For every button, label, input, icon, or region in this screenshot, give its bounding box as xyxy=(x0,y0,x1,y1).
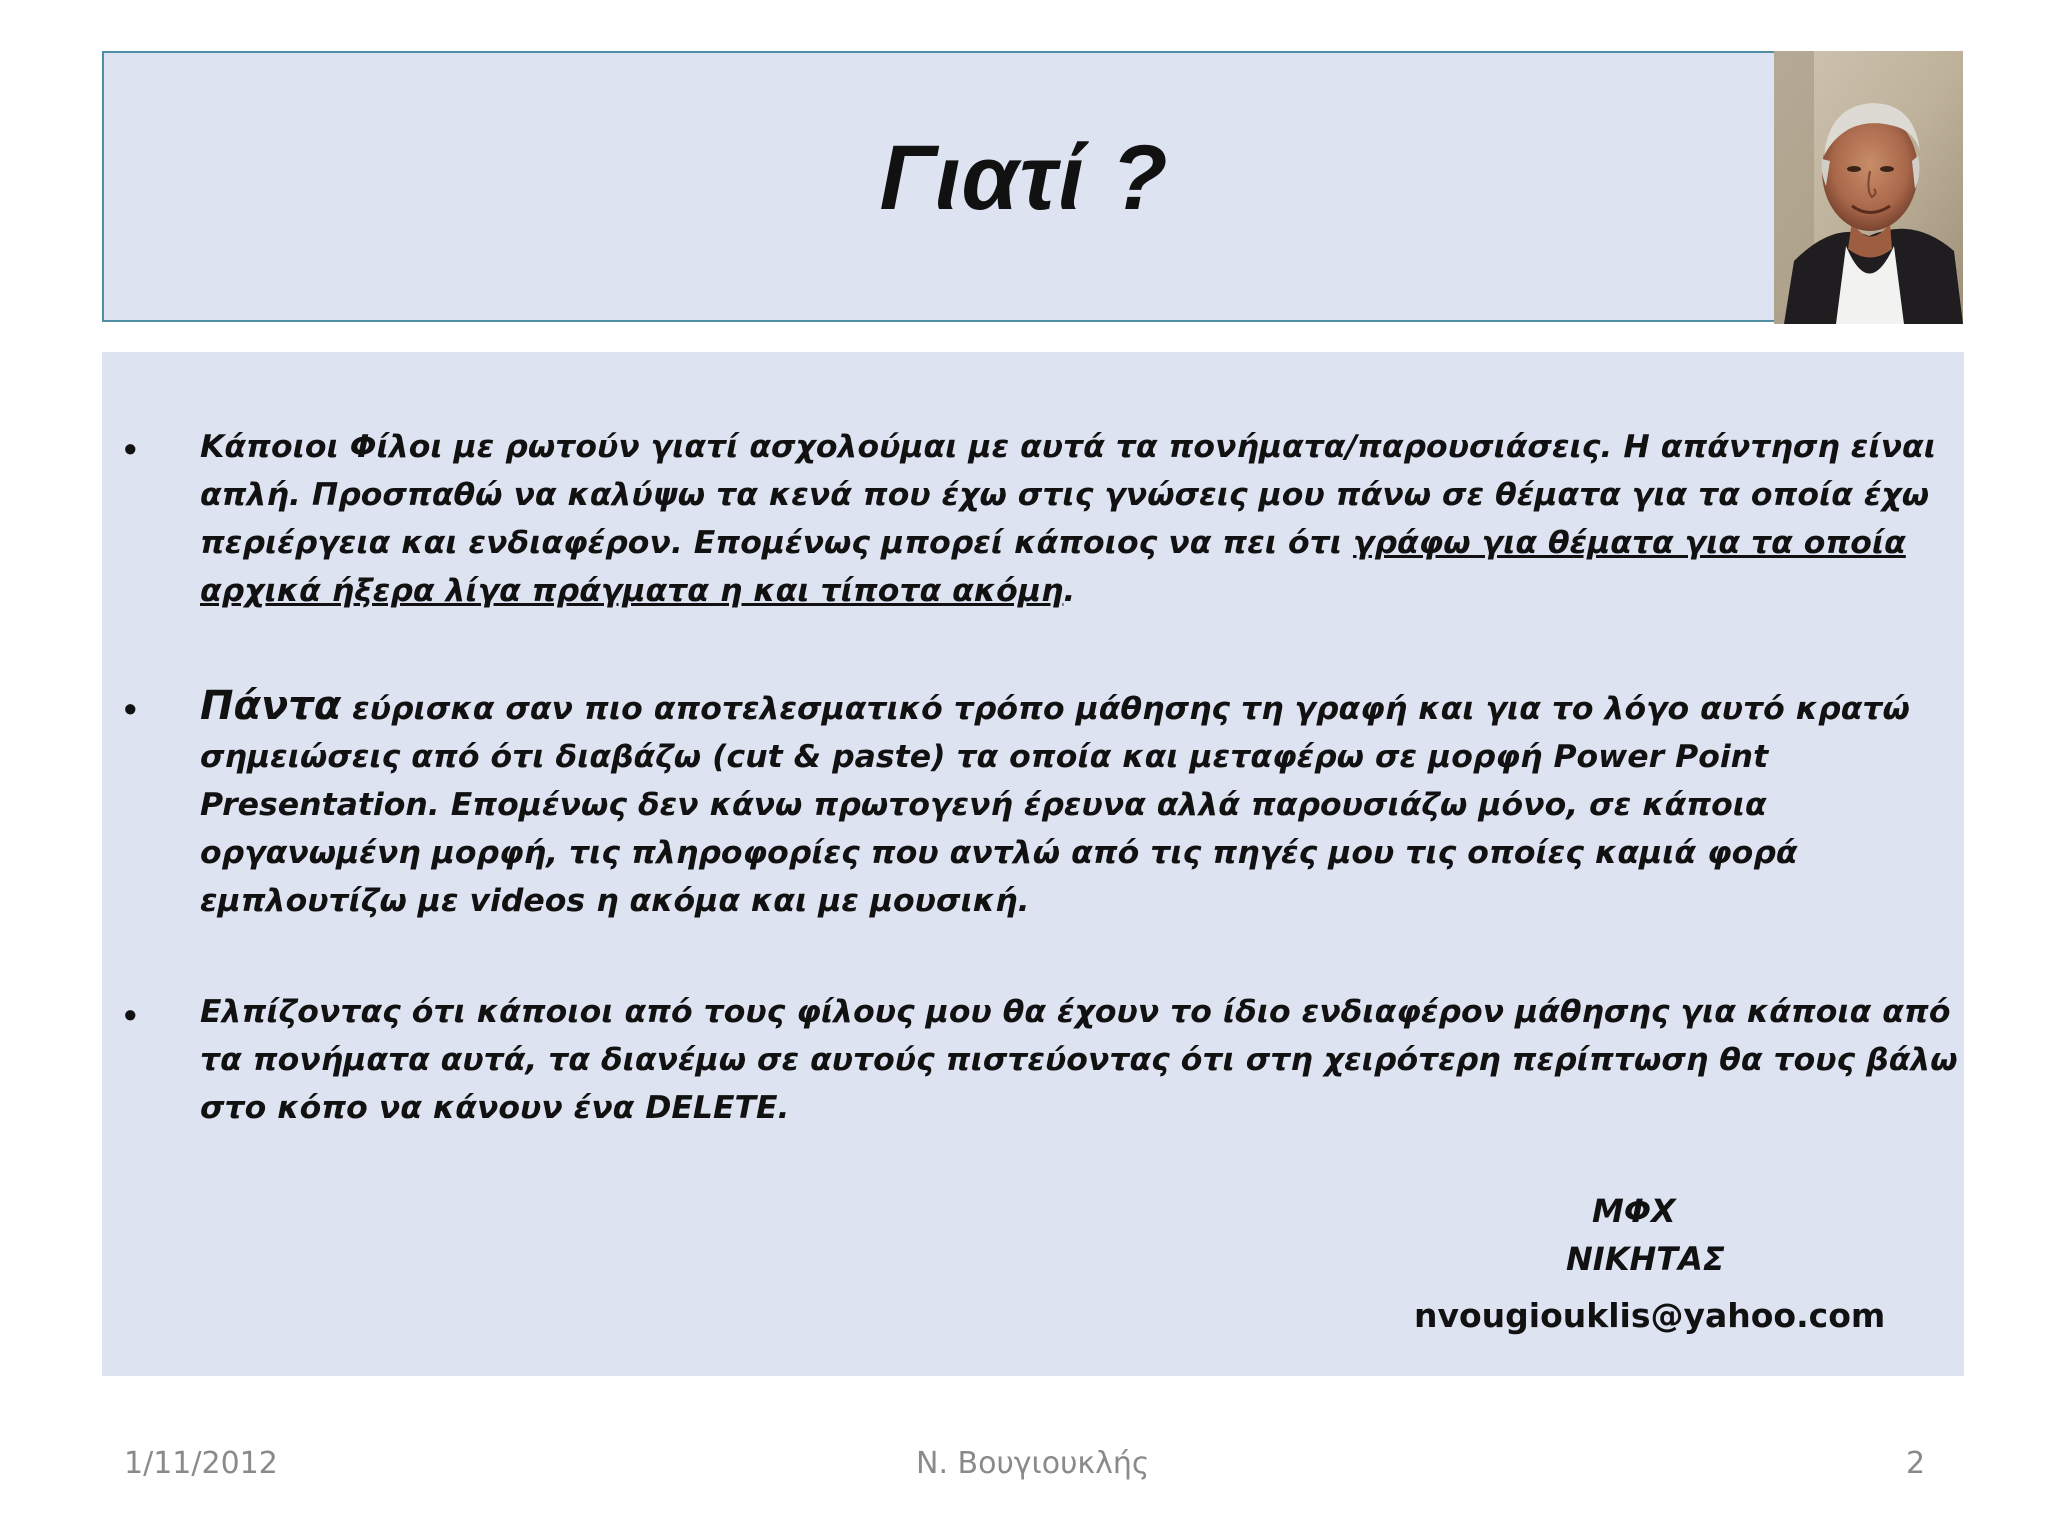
bullet-marker: • xyxy=(124,688,137,729)
signature-name: ΝΙΚΗΤΑΣ xyxy=(1566,1240,1725,1278)
bullet-marker: • xyxy=(124,994,137,1035)
footer-author: Ν. Βουγιουκλής xyxy=(916,1446,1150,1481)
author-photo xyxy=(1774,51,1963,324)
bullet-1-end: . xyxy=(1063,573,1076,609)
bullet-marker: • xyxy=(124,428,137,469)
bullet-1-text: Κάποιοι Φίλοι με ρωτούν γιατί ασχολούμαι με αυτά τα πονήματα/παρουσιάσεις. Η απάντηση είναι απλή. Προσπαθώ να καλύψω τα κενά που έχω στις γνώσεις μου πάνω σε θέματα για τα οποία έχω περιέργεια και ενδιαφέρον. Επομένως μπορεί κάποιος να πει ότι xyxy=(200,429,1936,561)
bullet-paragraph-3: Ελπίζοντας ότι κάποιοι από τους φίλους μου θα έχουν το ίδιο ενδιαφέρον μάθησης για κάποια από τα πονήματα αυτά, τα διανέμω σε αυτούς πιστεύοντας ότι στη χειρότερη περίπτωση θα τους βάλω στο κόπο να κάνουν ένα DELETE. xyxy=(200,994,1958,1126)
signature-initials: ΜΦΧ xyxy=(1592,1192,1676,1230)
bullet-2-lead: Πάντα xyxy=(200,683,342,729)
portrait-image xyxy=(1774,51,1963,324)
bullet-paragraph-1 xyxy=(200,423,1960,615)
slide-title: Γιατί ? xyxy=(879,127,1169,229)
footer-page-number: 2 xyxy=(1906,1446,1926,1481)
signature-email: nvougiouklis@yahoo.com xyxy=(1414,1296,1886,1335)
bullet-paragraph-2 xyxy=(200,682,1960,925)
bullet-2-text: εύρισκα σαν πιο αποτελεσματικό τρόπο μάθησης τη γραφή και για το λόγο αυτό κρατώ σημειώσεις από ότι διαβάζω (cut & paste) τα οποία και μεταφέρω σε μορφή Power Point Presentation. Επομένως δεν κάνω πρωτογενή έρευνα αλλά παρουσιάζω μόνο, σε κάποια οργανωμένη μορφή, τις πληροφορίες που αντλώ από τις πηγές μου τις οποίες καμιά φορά εμπλουτίζω με videos η ακόμα και με μουσική. xyxy=(200,691,1910,919)
bullet-1-underlined: γράφω για θέματα για τα οποία αρχικά ήξερα λίγα πράγματα η και τίποτα ακόμη xyxy=(200,525,1906,609)
footer-date: 1/11/2012 xyxy=(124,1446,278,1481)
